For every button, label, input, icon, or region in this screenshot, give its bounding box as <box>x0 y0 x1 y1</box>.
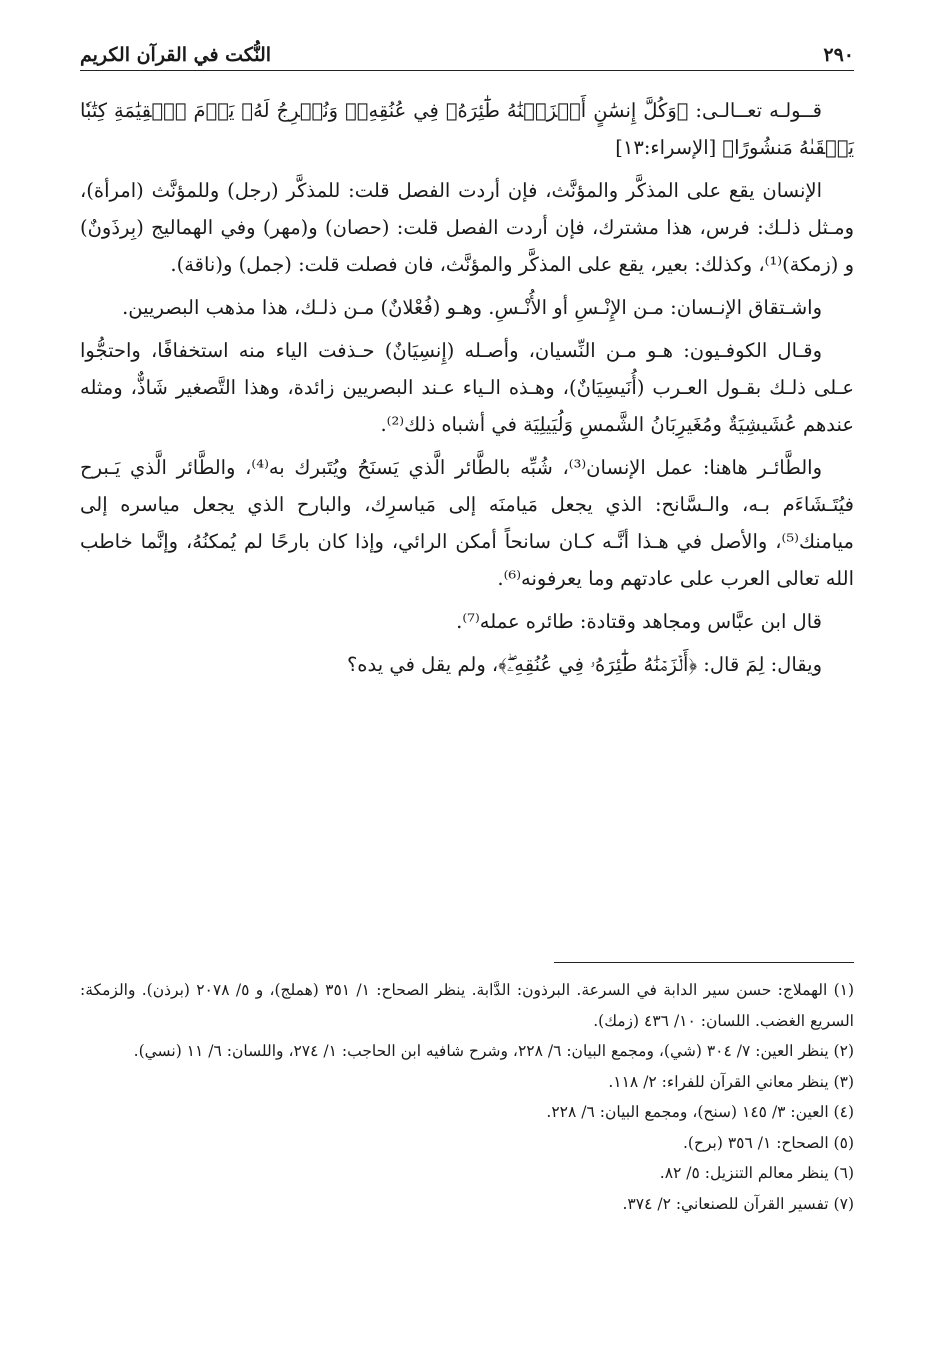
footnote: (٤) العين: ٣/ ١٤٥ (سنح)، ومجمع البيان: ٦/ ٢٢٨. <box>546 1103 854 1121</box>
footnote: (٥) الصحاح: ١/ ٣٥٦ (برح). <box>682 1133 854 1152</box>
paragraph: ويقال: لِمَ قال: ﴿أَلۡزَمۡنَٰهُ طَٰٓئِرَهُۥ فِي عُنُقِهِۦۖ﴾، ولم يقل في يده؟ <box>346 653 822 676</box>
page-header <box>80 32 854 71</box>
paragraph: والطَّائـر هاهنا: عمل الإنسان⁽³⁾، شُبِّه بالطَّائر الَّذي يَسنَحُ ويُتَبرك به⁽⁴⁾، والطَّائر الَّذي يَـبرح فيُتَـشَاءَم بـه، والـسَّانح: الذي يجعل مَيامنَه إلى مَياسرِك، والبارح الذي يجعل مياسره إلى ميامنك⁽⁵⁾، والأصل في هـذا أنَّـه كـان سانحاً أمكن الرائي، وإذا كان بارحًا لم يُمكنُهُ، وإنَّما خاطب الله تعالى العرب على عادتهم وما يعرفونه⁽⁶⁾. <box>80 456 854 590</box>
footnotes <box>80 975 854 1219</box>
footnote: (١) الهملاج: حسن سير الدابة في السرعة. البرذون: الدَّابة. ينظر الصحاح: ١/ ٣٥١ (هملج)، و ٥/ ٢٠٧٨ (برذن). والزمكة: السريع الغضب. اللسان: ١٠/ ٤٣٦ (زمك). <box>80 981 855 1030</box>
paragraph: وقـال الكوفـيون: هـو مـن النِّسيان، وأصـله (إِنسِيَانٌ) حـذفت الياء منه استخفافًا، واحتجُّوا عـلى ذلـك بقـول العـرب (أُنَيسِيَانٌ)، وهـذه الـياء عـند البصريين زائدة، وهذا التَّصغير شَاذٌّ، ومثله عندهم عُشَيشِيَةٌ ومُغَيرِبَانُ الشَّمسِ وَلُيَيلِيَة في أشباه ذلك⁽²⁾. <box>80 339 854 436</box>
footnote: (٧) تفسير القرآن للصنعاني: ٢/ ٣٧٤. <box>622 1194 854 1213</box>
footnote-divider <box>554 962 854 963</box>
paragraph: قال ابن عبَّاس ومجاهد وقتادة: طائره عمله⁽⁷⁾. <box>456 610 822 633</box>
running-title: النُّكت في القرآن الكريم <box>80 44 272 66</box>
footnote: (٣) ينظر معاني القرآن للفراء: ٢/ ١١٨. <box>608 1072 854 1091</box>
paragraph: الإنسان يقع على المذكَّر والمؤنَّث، فإن أردت الفصل قلت: للمذكَّر (رجل) وللمؤنَّث (امرأة)، ومـثل ذلـك: فرس، هذا مشترك، فإن أردت الفصل قلت: (حصان) و(مهر) وفي الهماليج (بِرذَونٌ) و (زمكة)⁽¹⁾، وكذلك: بعير، يقع على المذكَّر والمؤنَّث، فان فصلت قلت: (جمل) و(ناقة). <box>80 179 854 276</box>
paragraph: واشـتقاق الإنـسان: مـن الإِنْـسِ أو الأُنْـسِ. وهـو (فُعْلانٌ) مـن ذلـك، هذا مذهب البصريين. <box>122 296 822 319</box>
page-number: ٢٩٠ <box>823 44 854 66</box>
main-text <box>80 92 854 689</box>
paragraph-verse: قــولـه تعــالـى: ﴿وَكُلَّ إِنسَٰنٍ أَلۡزَمۡنَٰهُ طَٰٓئِرَهُۥ فِي عُنُقِهِۦۖ وَنُخۡرِجُ لَهُۥ يَوۡمَ ٱلۡقِيَٰمَةِ كِتَٰبٗا يَلۡقَىٰهُ مَنشُورًا﴾ [الإسراء:١٣] <box>80 99 854 159</box>
footnote: (٦) ينظر معالم التنزيل: ٥/ ٨٢. <box>659 1164 854 1182</box>
footnote: (٢) ينظر العين: ٧/ ٣٠٤ (شي)، ومجمع البيان: ٦/ ٢٢٨، وشرح شافيه ابن الحاجب: ١/ ٢٧٤، واللسان: ٦/ ١١ (نسي). <box>133 1042 854 1060</box>
